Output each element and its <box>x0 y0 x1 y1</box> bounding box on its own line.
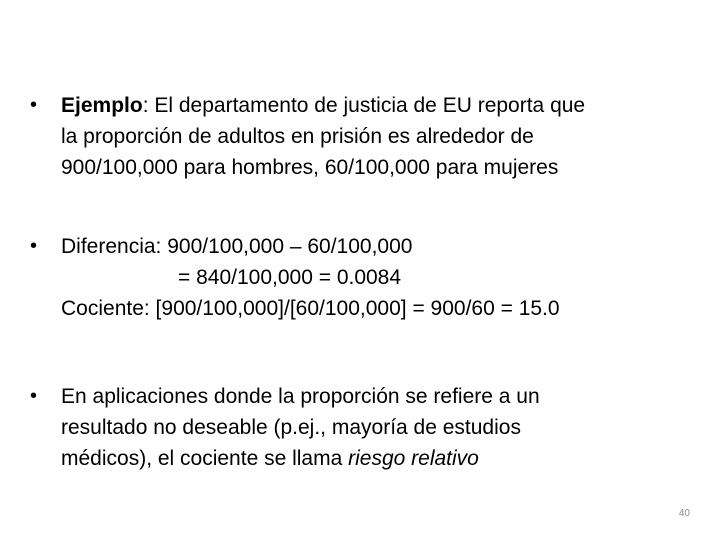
bullet-text <box>61 231 710 324</box>
bullet-text <box>61 90 710 183</box>
bullet-line: la proporción de adultos en prisión es alrededor de <box>61 125 534 148</box>
bullet-line: En aplicaciones donde la proporción se refiere a un <box>61 385 540 408</box>
bullet-marker: • <box>30 94 38 116</box>
bullet-line <box>61 90 710 121</box>
page-number: 40 <box>678 508 690 519</box>
bullet-line <box>61 443 710 474</box>
bullet-line: Cociente: [900/100,000]/[60/100,000] = 900/60 = 15.0 <box>61 297 560 320</box>
italic-term: riesgo relativo <box>348 447 479 470</box>
bullet-relative-risk <box>30 381 710 474</box>
bullet-marker: • <box>30 235 38 257</box>
bold-lead: Ejemplo <box>61 94 143 117</box>
line-text: médicos), el cociente se llama <box>61 447 349 470</box>
bullet-line: 900/100,000 para hombres, 60/100,000 para mujeres <box>61 156 559 179</box>
bullet-line: Diferencia: 900/100,000 – 60/100,000 <box>61 235 413 258</box>
bullet-example <box>30 90 710 183</box>
bullet-difference-ratio <box>30 231 710 324</box>
bullet-marker: • <box>30 385 38 407</box>
bullet-line-equation: = 840/100,000 = 0.0084 <box>178 266 402 289</box>
bullet-line: resultado no deseable (p.ej., mayoría de estudios <box>61 416 521 439</box>
bullet-text <box>61 381 710 474</box>
lead-rest: : El departamento de justicia de EU reporta que <box>142 94 586 117</box>
